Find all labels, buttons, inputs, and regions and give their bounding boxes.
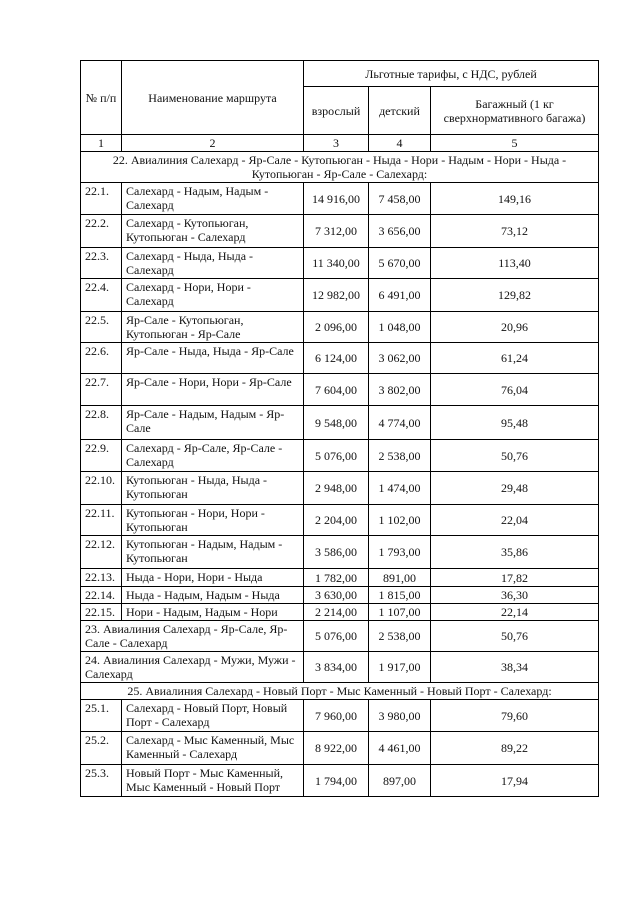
route-name: Ныда - Надым, Надым - Ныда	[122, 587, 304, 604]
route-number: 22.12.	[81, 536, 122, 569]
route-number: 22.14.	[81, 587, 122, 604]
adult-fare: 6 124,00	[304, 343, 369, 374]
adult-fare: 12 982,00	[304, 279, 369, 312]
route-number: 22.6.	[81, 343, 122, 374]
child-fare: 6 491,00	[369, 279, 431, 312]
child-fare: 4 774,00	[369, 406, 431, 440]
adult-fare: 2 204,00	[304, 505, 369, 536]
route-name: Салехард - Нори, Нори - Салехард	[122, 279, 304, 312]
route-number: 22.3.	[81, 248, 122, 279]
route-name: Салехард - Новый Порт, Новый Порт - Салехард	[122, 700, 304, 732]
adult-fare: 8 922,00	[304, 732, 369, 765]
route-row	[81, 248, 599, 279]
route-row	[81, 536, 599, 569]
header-child: детский	[369, 87, 431, 135]
child-fare: 3 656,00	[369, 215, 431, 248]
header-baggage: Багажный (1 кг сверхнормативного багажа)	[431, 87, 599, 135]
route-row	[81, 374, 599, 406]
route-row	[81, 343, 599, 374]
baggage-fare: 22,04	[431, 505, 599, 536]
route-name: Салехард - Надым, Надым - Салехард	[122, 183, 304, 215]
child-fare: 1 793,00	[369, 536, 431, 569]
adult-fare: 1 782,00	[304, 569, 369, 587]
header-index-row	[81, 135, 599, 152]
adult-fare: 7 960,00	[304, 700, 369, 732]
baggage-fare: 50,76	[431, 440, 599, 472]
baggage-fare: 35,86	[431, 536, 599, 569]
route-name: Яр-Сале - Надым, Надым - Яр-Сале	[122, 406, 304, 440]
baggage-fare: 89,22	[431, 732, 599, 765]
section-row	[81, 683, 599, 700]
child-fare: 891,00	[369, 569, 431, 587]
route-row	[81, 312, 599, 343]
child-fare: 1 917,00	[369, 652, 431, 683]
route-row	[81, 652, 599, 683]
route-name: Новый Порт - Мыс Каменный, Мыс Каменный - Новый Порт	[122, 765, 304, 797]
adult-fare: 7 312,00	[304, 215, 369, 248]
adult-fare: 9 548,00	[304, 406, 369, 440]
route-row	[81, 732, 599, 765]
child-fare: 3 062,00	[369, 343, 431, 374]
adult-fare: 5 076,00	[304, 621, 369, 652]
route-name: Салехард - Яр-Сале, Яр-Сале - Салехард	[122, 440, 304, 472]
route-name: Нори - Надым, Надым - Нори	[122, 604, 304, 621]
route-name: Кутопьюган - Нори, Нори - Кутопьюган	[122, 505, 304, 536]
route-name: Салехард - Мыс Каменный, Мыс Каменный - Салехард	[122, 732, 304, 765]
child-fare: 3 802,00	[369, 374, 431, 406]
adult-fare: 3 586,00	[304, 536, 369, 569]
route-name: Салехард - Ныда, Ныда - Салехард	[122, 248, 304, 279]
child-fare: 1 102,00	[369, 505, 431, 536]
child-fare: 1 815,00	[369, 587, 431, 604]
route-number: 22.11.	[81, 505, 122, 536]
route-name: Салехард - Кутопьюган, Кутопьюган - Салехард	[122, 215, 304, 248]
header-adult: взрослый	[304, 87, 369, 135]
adult-fare: 2 214,00	[304, 604, 369, 621]
child-fare: 897,00	[369, 765, 431, 797]
route-row	[81, 604, 599, 621]
route-number: 22.15.	[81, 604, 122, 621]
route-number: 22.7.	[81, 374, 122, 406]
route-name: 23. Авиалиния Салехард - Яр-Сале, Яр-Сале - Салехард	[81, 621, 304, 652]
child-fare: 3 980,00	[369, 700, 431, 732]
baggage-fare: 61,24	[431, 343, 599, 374]
route-number: 25.2.	[81, 732, 122, 765]
baggage-fare: 149,16	[431, 183, 599, 215]
baggage-fare: 73,12	[431, 215, 599, 248]
route-number: 25.3.	[81, 765, 122, 797]
adult-fare: 1 794,00	[304, 765, 369, 797]
child-fare: 7 458,00	[369, 183, 431, 215]
adult-fare: 3 630,00	[304, 587, 369, 604]
adult-fare: 11 340,00	[304, 248, 369, 279]
adult-fare: 2 096,00	[304, 312, 369, 343]
header-index: 4	[369, 135, 431, 152]
header-index: 1	[81, 135, 122, 152]
child-fare: 1 048,00	[369, 312, 431, 343]
baggage-fare: 38,34	[431, 652, 599, 683]
header-route-name: Наименование маршрута	[122, 61, 304, 135]
route-number: 22.4.	[81, 279, 122, 312]
baggage-fare: 129,82	[431, 279, 599, 312]
child-fare: 2 538,00	[369, 621, 431, 652]
header-index: 5	[431, 135, 599, 152]
baggage-fare: 22,14	[431, 604, 599, 621]
route-row	[81, 587, 599, 604]
route-number: 22.13.	[81, 569, 122, 587]
route-number: 25.1.	[81, 700, 122, 732]
route-name: 24. Авиалиния Салехард - Мужи, Мужи - Салехард	[81, 652, 304, 683]
route-number: 22.8.	[81, 406, 122, 440]
section-title: 22. Авиалиния Салехард - Яр-Сале - Кутопьюган - Ныда - Нори - Надым - Нори - Ныда - Кутопьюган - Яр-Сале - Салехард:	[81, 152, 599, 183]
header-tariffs: Льготные тарифы, с НДС, рублей	[304, 61, 599, 87]
route-number: 22.1.	[81, 183, 122, 215]
baggage-fare: 17,82	[431, 569, 599, 587]
route-name: Яр-Сале - Нори, Нори - Яр-Сале	[122, 374, 304, 406]
child-fare: 5 670,00	[369, 248, 431, 279]
adult-fare: 7 604,00	[304, 374, 369, 406]
route-row	[81, 700, 599, 732]
route-row	[81, 765, 599, 797]
child-fare: 1 474,00	[369, 472, 431, 505]
route-name: Кутопьюган - Ныда, Ныда - Кутопьюган	[122, 472, 304, 505]
tariff-table-body	[81, 61, 599, 797]
baggage-fare: 36,30	[431, 587, 599, 604]
tariff-table	[80, 60, 599, 797]
baggage-fare: 29,48	[431, 472, 599, 505]
route-row	[81, 279, 599, 312]
adult-fare: 5 076,00	[304, 440, 369, 472]
baggage-fare: 17,94	[431, 765, 599, 797]
adult-fare: 14 916,00	[304, 183, 369, 215]
route-row	[81, 569, 599, 587]
child-fare: 4 461,00	[369, 732, 431, 765]
header-number: № п/п	[81, 61, 122, 135]
route-name: Яр-Сале - Кутопьюган, Кутопьюган - Яр-Сале	[122, 312, 304, 343]
baggage-fare: 76,04	[431, 374, 599, 406]
section-row	[81, 152, 599, 183]
header-row-1	[81, 61, 599, 87]
header-index: 3	[304, 135, 369, 152]
route-name: Ныда - Нори, Нори - Ныда	[122, 569, 304, 587]
route-number: 22.9.	[81, 440, 122, 472]
route-row	[81, 505, 599, 536]
route-row	[81, 406, 599, 440]
route-row	[81, 621, 599, 652]
route-number: 22.2.	[81, 215, 122, 248]
baggage-fare: 79,60	[431, 700, 599, 732]
adult-fare: 3 834,00	[304, 652, 369, 683]
route-name: Кутопьюган - Надым, Надым - Кутопьюган	[122, 536, 304, 569]
route-row	[81, 215, 599, 248]
adult-fare: 2 948,00	[304, 472, 369, 505]
baggage-fare: 50,76	[431, 621, 599, 652]
route-row	[81, 440, 599, 472]
section-title: 25. Авиалиния Салехард - Новый Порт - Мыс Каменный - Новый Порт - Салехард:	[81, 683, 599, 700]
child-fare: 2 538,00	[369, 440, 431, 472]
baggage-fare: 20,96	[431, 312, 599, 343]
route-name: Яр-Сале - Ныда, Ныда - Яр-Сале	[122, 343, 304, 374]
route-number: 22.10.	[81, 472, 122, 505]
route-number: 22.5.	[81, 312, 122, 343]
route-row	[81, 183, 599, 215]
baggage-fare: 113,40	[431, 248, 599, 279]
route-row	[81, 472, 599, 505]
header-index: 2	[122, 135, 304, 152]
baggage-fare: 95,48	[431, 406, 599, 440]
child-fare: 1 107,00	[369, 604, 431, 621]
